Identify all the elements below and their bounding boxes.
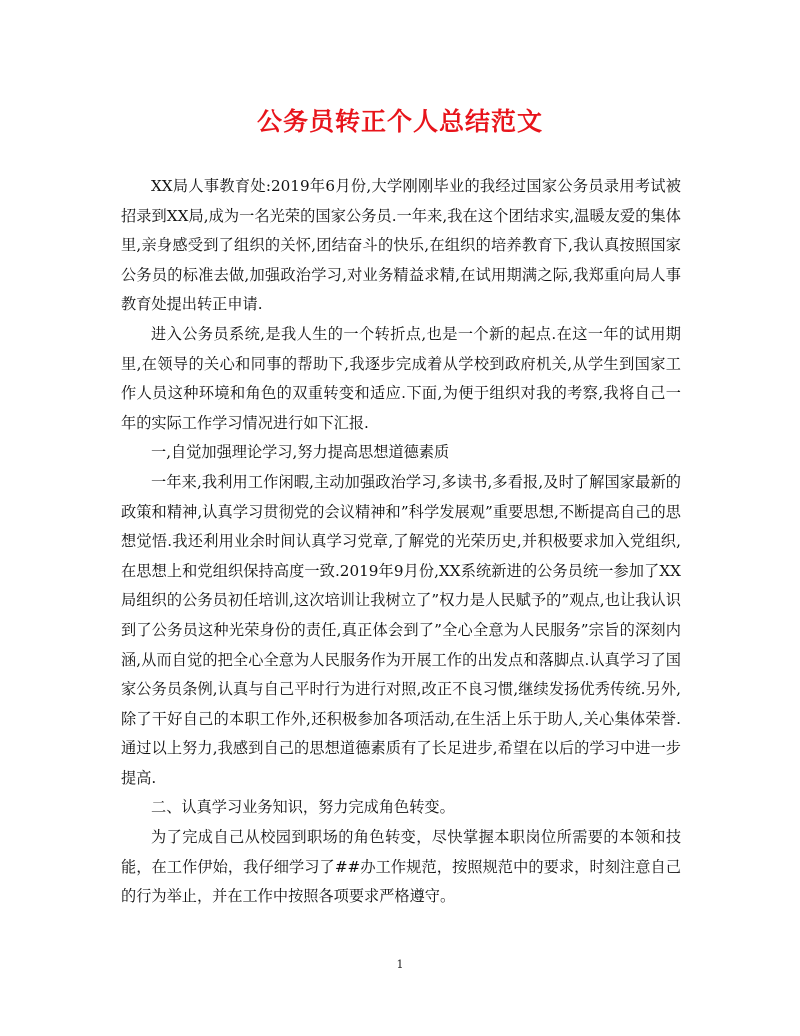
paragraph-intro: XX局人事教育处:2019年6月份,大学刚刚毕业的我经过国家公务员录用考试被招录到XX局,成为一名光荣的国家公务员.一年来,我在这个团结求实,温暖友爱的集体里,亲身感受到了组织的关怀,团结奋斗的快乐,在组织的培养教育下,我认真按照国家公务员的标准去做,加强政治学习,对业务精益求精,在试用期满之际,我郑重向局人事教育处提出转正申请. [121,177,681,314]
section-heading-2: 二、认真学习业务知识，努力完成角色转变。 [151,798,455,817]
document-title: 公务员转正个人总结范文 [256,107,543,136]
paragraph-role-change: 为了完成自己从校园到职场的角色转变，尽快掌握本职岗位所需要的本领和技能，在工作伊始，我仔细学习了##办工作规范，按照规范中的要求，时刻注意自己的行为举止，并在工作中按照各项要求严格遵守。 [121,828,681,906]
paragraph-turning-point: 进入公务员系统,是我人生的一个转折点,也是一个新的起点.在这一年的试用期里,在领导的关心和同事的帮助下,我逐步完成着从学校到政府机关,从学生到国家工作人员这种环境和角色的双重转变和适应.下面,为便于组织对我的考察,我将自己一年的实际工作学习情况进行如下汇报. [121,324,681,432]
section-heading-1: 一,自觉加强理论学习,努力提高思想道德素质 [151,443,450,462]
document-body [121,172,681,912]
paragraph-theory-study: 一年来,我利用工作闲暇,主动加强政治学习,多读书,多看报,及时了解国家最新的政策和精神,认真学习贯彻党的会议精神和”科学发展观”重要思想,不断提高自己的思想觉悟.我还利用业余时间认真学习党章,了解党的光荣历史,并积极要求加入党组织,在思想上和党组织保持高度一致.2019年9月份,XX系统新进的公务员统一参加了XX局组织的公务员初任培训,这次培训让我树立了”权力是人民赋予的”观点,也让我认识到了公务员这种光荣身份的责任,真正体会到了”全心全意为人民服务”宗旨的深刻内涵,从而自觉的把全心全意为人民服务作为开展工作的出发点和落脚点.认真学习了国家公务员条例,认真与自己平时行为进行对照,改正不良习惯,继续发扬优秀传统.另外,除了干好自己的本职工作外,还积极参加各项活动,在生活上乐于助人,关心集体荣誉.通过以上努力,我感到自己的思想道德素质有了长足进步,希望在以后的学习中进一步提高. [121,472,681,787]
page-number: 1 [396,958,404,971]
